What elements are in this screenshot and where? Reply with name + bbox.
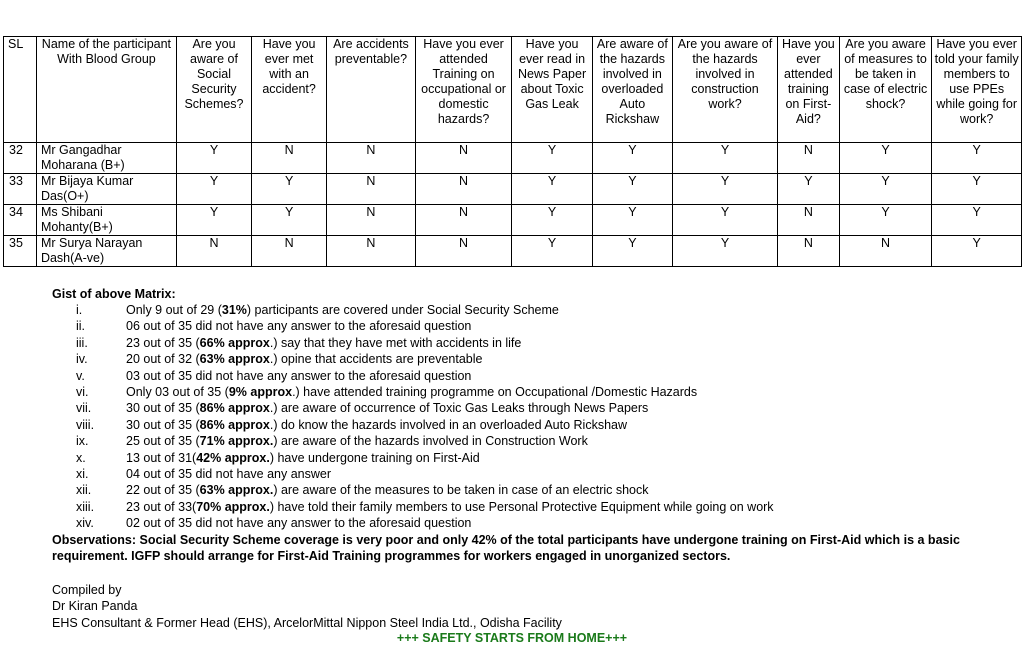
- answer-cell: Y: [512, 143, 592, 174]
- gist-item-text: 06 out of 35 did not have any answer to the aforesaid question: [126, 319, 472, 334]
- answer-cell: Y: [839, 174, 932, 205]
- gist-item-number: xiv.: [76, 516, 94, 531]
- row-sl: 35: [4, 236, 37, 267]
- gist-item-text: 30 out of 35 (: [126, 401, 200, 416]
- column-header: Have you ever attended training on First-Aid?: [777, 37, 839, 143]
- gist-item-text-end: .) have attended training programme on Occupational /Domestic Hazards: [292, 385, 698, 400]
- column-header: Have you ever attended Training on occupational or domestic hazards?: [415, 37, 512, 143]
- gist-item: [52, 417, 992, 433]
- observations-paragraph: [52, 532, 1012, 565]
- answer-cell: N: [327, 174, 416, 205]
- gist-item-emphasis: 42% approx.: [196, 450, 270, 465]
- column-header: SL: [4, 37, 37, 143]
- answer-cell: Y: [839, 205, 932, 236]
- gist-item-text-end: ) participants are covered under Social Security Scheme: [246, 303, 559, 317]
- gist-item: [52, 302, 992, 318]
- column-header: Have you ever read in News Paper about Toxic Gas Leak: [512, 37, 592, 143]
- answer-cell: Y: [176, 205, 251, 236]
- gist-item-text: 04 out of 35 did not have any answer: [126, 467, 332, 482]
- gist-title: Gist of above Matrix:: [52, 287, 176, 301]
- gist-item: [52, 515, 992, 531]
- answer-cell: Y: [673, 205, 778, 236]
- gist-item: [52, 482, 992, 498]
- gist-item: [52, 384, 992, 400]
- answer-cell: N: [415, 143, 512, 174]
- answer-cell: N: [415, 236, 512, 267]
- answer-cell: Y: [592, 143, 672, 174]
- gist-item-emphasis: 71% approx.: [199, 434, 274, 449]
- answer-cell: N: [327, 205, 416, 236]
- gist-item: [52, 499, 992, 515]
- gist-item-text: 02 out of 35 did not have any answer to the aforesaid question: [126, 516, 472, 531]
- gist-item: [52, 450, 992, 466]
- answer-cell: N: [327, 236, 416, 267]
- answer-cell: Y: [673, 236, 778, 267]
- answer-cell: N: [777, 143, 839, 174]
- gist-item-number: x.: [76, 450, 86, 465]
- author-title: EHS Consultant & Former Head (EHS), ArcelorMittal Nippon Steel India Ltd., Odisha Facility: [52, 615, 562, 630]
- column-header: Are you aware of the hazards involved in construction work?: [673, 37, 778, 143]
- gist-item: [52, 466, 992, 482]
- gist-item: [52, 351, 992, 367]
- answer-cell: N: [839, 236, 932, 267]
- gist-list: [52, 302, 992, 532]
- answer-cell: N: [252, 143, 327, 174]
- gist-item-text: 20 out of 32 (: [126, 352, 200, 367]
- column-header: Are accidents preventable?: [327, 37, 416, 143]
- participant-name: Mr Bijaya Kumar Das(O+): [36, 174, 176, 205]
- gist-item: [52, 335, 992, 351]
- answer-cell: N: [415, 174, 512, 205]
- column-header: Are you aware of measures to be taken in case of electric shock?: [839, 37, 932, 143]
- answer-cell: N: [777, 236, 839, 267]
- column-header: Have you ever told your family members to use PPEs while going for work?: [932, 37, 1022, 143]
- gist-item-emphasis: 70% approx.: [196, 499, 270, 514]
- table-row: [4, 174, 1022, 205]
- gist-item-emphasis: 31%: [221, 303, 247, 317]
- gist-item-text: 23 out of 33(: [126, 499, 197, 514]
- gist-item-text-end: .) do know the hazards involved in an overloaded Auto Rickshaw: [269, 417, 627, 432]
- gist-item-number: ii.: [76, 319, 86, 334]
- gist-item-text: 13 out of 31(: [126, 450, 197, 465]
- answer-cell: Y: [592, 174, 672, 205]
- gist-item-text: Only 03 out of 35 (: [126, 385, 229, 400]
- gist-item-text-end: ) have told their family members to use Personal Protective Equipment while going on work: [269, 499, 774, 514]
- answer-cell: Y: [932, 236, 1022, 267]
- column-header: Name of the participant With Blood Group: [36, 37, 176, 143]
- answer-cell: Y: [673, 143, 778, 174]
- gist-item-number: ix.: [76, 434, 89, 449]
- answer-cell: N: [777, 205, 839, 236]
- gist-item-number: vi.: [76, 385, 89, 400]
- answer-cell: Y: [932, 174, 1022, 205]
- gist-item-text: 30 out of 35 (: [126, 417, 200, 432]
- answer-cell: N: [252, 236, 327, 267]
- answer-cell: N: [176, 236, 251, 267]
- answer-cell: Y: [512, 174, 592, 205]
- participant-name: Mr Surya Narayan Dash(A-ve): [36, 236, 176, 267]
- safety-slogan: +++ SAFETY STARTS FROM HOME+++: [396, 631, 628, 645]
- gist-item: [52, 318, 992, 334]
- table-header-row: [4, 37, 1022, 143]
- gist-item-text-end: .) opine that accidents are preventable: [269, 352, 483, 367]
- answer-cell: Y: [512, 205, 592, 236]
- observations-text: Social Security Scheme coverage is very poor and only 42% of the total participants have undergone training on First-Aid which is a basic requirement. IGFP should arrange for First-Aid Training programmes for workers engaged in unorganized sectors.: [52, 533, 960, 564]
- gist-item-emphasis: 86% approx: [199, 401, 270, 416]
- compiled-by-block: [52, 582, 562, 631]
- gist-item-number: xii.: [76, 483, 92, 498]
- answer-cell: Y: [592, 236, 672, 267]
- gist-item-text: 25 out of 35 (: [126, 434, 200, 449]
- gist-item-number: xi.: [76, 467, 89, 482]
- answer-cell: Y: [673, 174, 778, 205]
- row-sl: 32: [4, 143, 37, 174]
- gist-item: [52, 433, 992, 449]
- answer-cell: Y: [592, 205, 672, 236]
- gist-item-text: Only 9 out of 29 (: [126, 303, 222, 317]
- column-header: Are you aware of Social Security Schemes?: [176, 37, 251, 143]
- gist-item: [52, 368, 992, 384]
- answer-cell: N: [415, 205, 512, 236]
- column-header: Are aware of the hazards involved in overloaded Auto Rickshaw: [592, 37, 672, 143]
- gist-item-number: xiii.: [76, 499, 95, 514]
- gist-item-emphasis: 86% approx: [199, 417, 270, 432]
- answer-cell: Y: [839, 143, 932, 174]
- gist-item-emphasis: 63% approx: [199, 352, 270, 367]
- participant-name: Ms Shibani Mohanty(B+): [36, 205, 176, 236]
- gist-item-text-end: ) have undergone training on First-Aid: [269, 450, 480, 465]
- author-name: Dr Kiran Panda: [52, 599, 138, 614]
- gist-item-text: 03 out of 35 did not have any answer to the aforesaid question: [126, 368, 472, 383]
- answer-cell: Y: [932, 205, 1022, 236]
- answer-cell: Y: [777, 174, 839, 205]
- gist-item-text: 23 out of 35 (: [126, 335, 200, 350]
- gist-item-emphasis: 63% approx.: [199, 483, 274, 498]
- answer-cell: Y: [176, 174, 251, 205]
- gist-item-text-end: ) are aware of the hazards involved in Construction Work: [273, 434, 588, 449]
- answer-cell: Y: [932, 143, 1022, 174]
- gist-item-text-end: ) are aware of the measures to be taken in case of an electric shock: [273, 483, 649, 498]
- answer-cell: Y: [512, 236, 592, 267]
- column-header: Have you ever met with an accident?: [252, 37, 327, 143]
- table-row: [4, 205, 1022, 236]
- gist-item-number: v.: [76, 368, 85, 383]
- gist-item-number: iv.: [76, 352, 88, 367]
- answer-cell: Y: [252, 174, 327, 205]
- answer-cell: Y: [176, 143, 251, 174]
- row-sl: 33: [4, 174, 37, 205]
- gist-item-text-end: .) say that they have met with accidents in life: [269, 335, 522, 350]
- table-row: [4, 236, 1022, 267]
- row-sl: 34: [4, 205, 37, 236]
- answer-cell: N: [327, 143, 416, 174]
- table-row: [4, 143, 1022, 174]
- gist-item-text-end: .) are aware of occurrence of Toxic Gas Leaks through News Papers: [269, 401, 649, 416]
- gist-item: [52, 400, 992, 416]
- participant-name: Mr Gangadhar Moharana (B+): [36, 143, 176, 174]
- gist-item-number: viii.: [76, 417, 95, 432]
- gist-item-emphasis: 9% approx: [228, 385, 293, 400]
- observations-label: Observations:: [52, 533, 137, 547]
- gist-item-text: 22 out of 35 (: [126, 483, 200, 498]
- gist-section: [52, 286, 992, 532]
- compiled-by-label: Compiled by: [52, 583, 122, 597]
- survey-matrix-table: [3, 36, 1022, 267]
- gist-item-emphasis: 66% approx: [199, 335, 270, 350]
- answer-cell: Y: [252, 205, 327, 236]
- gist-item-number: iii.: [76, 335, 88, 350]
- gist-item-number: vii.: [76, 401, 92, 416]
- gist-item-number: i.: [76, 303, 83, 317]
